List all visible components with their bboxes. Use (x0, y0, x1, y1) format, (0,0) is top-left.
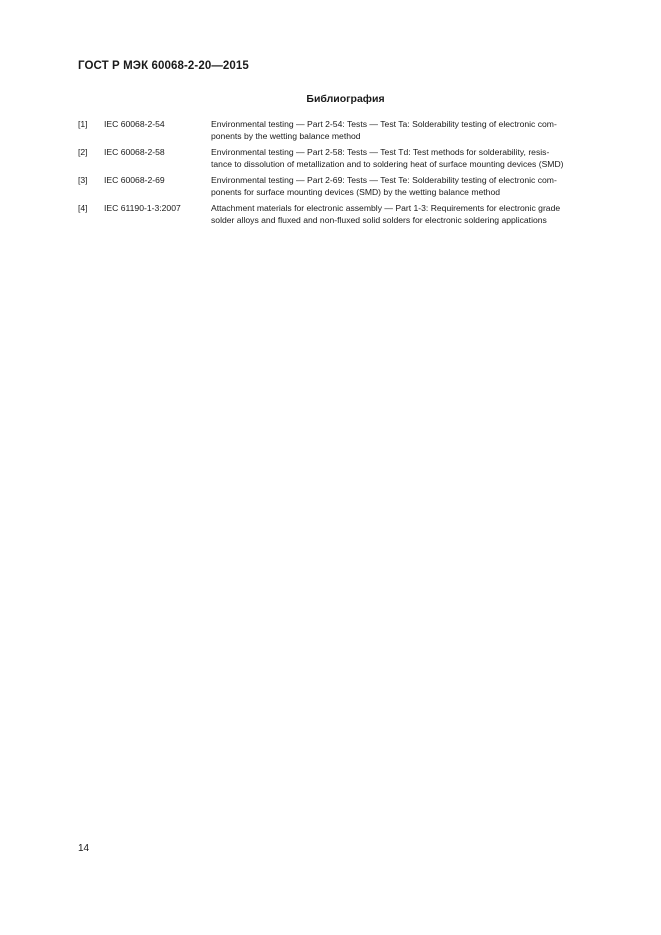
entry-standard-code: IEC 61190-1-3:2007 (104, 203, 181, 213)
entry-title-line: Environmental testing — Part 2-58: Tests — Test Td: Test methods for solderability, resis- (211, 147, 550, 157)
bibliography-entry (78, 175, 616, 198)
entry-title-line: ponents by the wetting balance method (211, 130, 361, 141)
bibliography-title: Библиография (306, 93, 385, 105)
document-code-header: ГОСТ Р МЭК 60068-2-20—2015 (78, 60, 249, 72)
entry-standard-code: IEC 60068-2-58 (104, 147, 165, 157)
bibliography-entry (78, 147, 616, 170)
entry-number: [4] (78, 203, 88, 213)
entry-title-line: Environmental testing — Part 2-54: Tests — Test Ta: Solderability testing of electronic com- (211, 119, 557, 129)
bibliography-entry (78, 119, 616, 142)
entry-title (211, 147, 616, 170)
entry-standard-code: IEC 60068-2-69 (104, 175, 165, 185)
entry-number: [1] (78, 119, 88, 129)
entry-title-line: solder alloys and fluxed and non-fluxed solid solders for electronic soldering applications (211, 214, 547, 225)
entry-title (211, 119, 616, 142)
entry-title-line: tance to dissolution of metallization and to soldering heat of surface mounting devices (SMD) (211, 158, 564, 169)
entry-number: [2] (78, 147, 88, 157)
entry-title-line: ponents for surface mounting devices (SMD) by the wetting balance method (211, 186, 500, 197)
entry-title (211, 175, 616, 198)
bibliography-list (78, 119, 616, 231)
bibliography-entry (78, 203, 616, 226)
entry-number: [3] (78, 175, 88, 185)
entry-title-line: Environmental testing — Part 2-69: Tests — Test Te: Solderability testing of electronic com- (211, 175, 557, 185)
entry-standard-code: IEC 60068-2-54 (104, 119, 165, 129)
entry-title (211, 203, 616, 226)
page-number: 14 (78, 843, 90, 854)
entry-title-line: Attachment materials for electronic assembly — Part 1-3: Requirements for electronic grade (211, 203, 561, 213)
